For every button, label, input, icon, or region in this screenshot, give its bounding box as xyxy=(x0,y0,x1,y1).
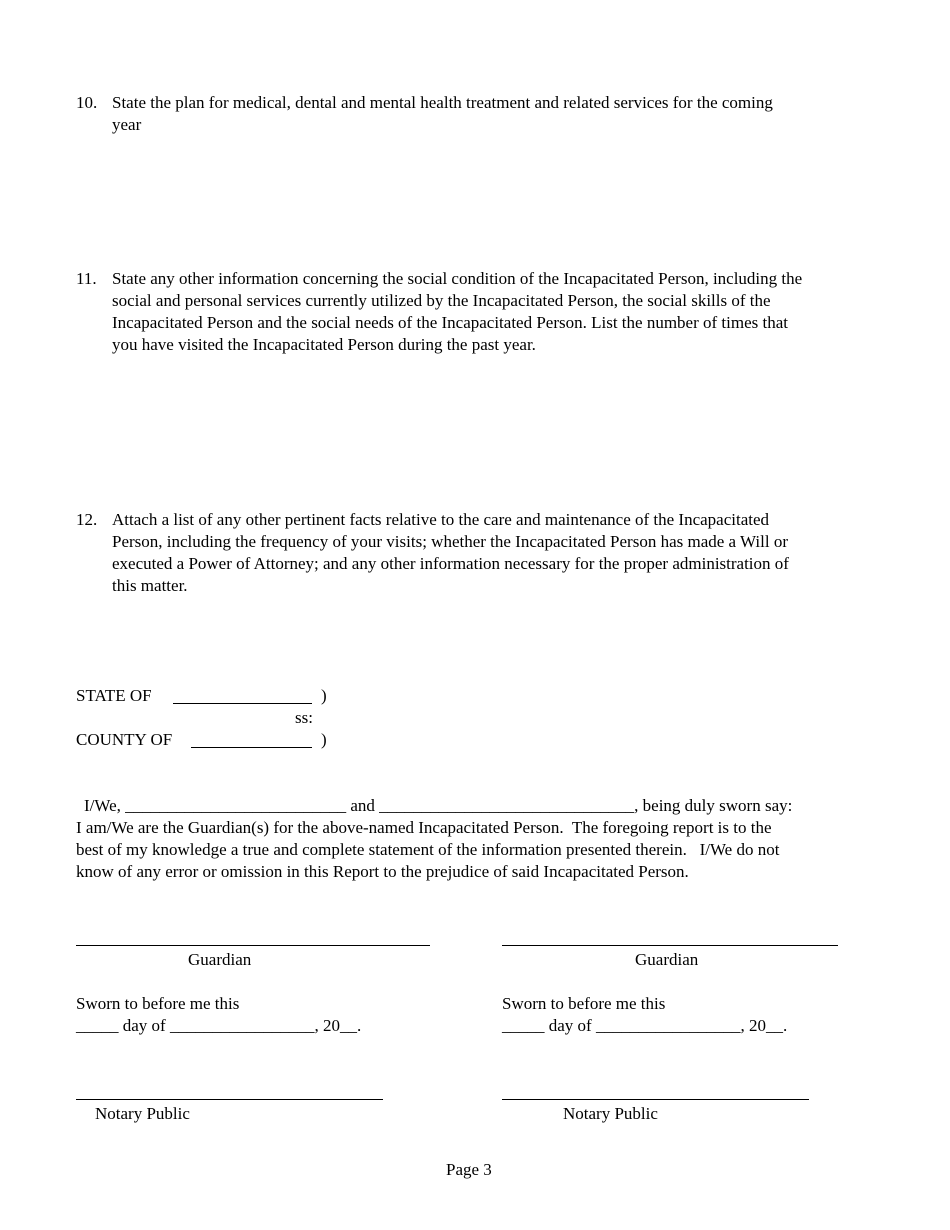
oath-line-4: know of any error or omission in this Report to the prejudice of said Incapacitated Person. xyxy=(76,862,689,881)
guardian-signature-line[interactable] xyxy=(502,945,838,946)
item-number: 11. xyxy=(76,269,97,288)
notary-signature-line[interactable] xyxy=(76,1099,383,1100)
state-field[interactable] xyxy=(173,703,312,704)
notary-signature-line[interactable] xyxy=(502,1099,809,1100)
day-line[interactable]: _____ day of _________________, 20__. xyxy=(76,1016,362,1035)
item-number: 10. xyxy=(76,93,98,112)
guardian-signature-line[interactable] xyxy=(76,945,430,946)
item-number: 12. xyxy=(76,510,98,529)
item-text: State any other information concerning the social condition of the Incapacitated Person, including the social and personal services currently utilized by the Incapacitated Person, the social skills of the Incapacitated Person and the social needs of the Incapacitated Person. List the number of times that you have visited the Incapacitated Person during the past year. xyxy=(112,269,803,354)
guardian-label: Guardian xyxy=(188,950,252,969)
oath-line-2: I am/We are the Guardian(s) for the above-named Incapacitated Person. The foregoing report is to the xyxy=(76,818,772,837)
sworn-text: Sworn to before me this xyxy=(76,994,240,1013)
item-text: State the plan for medical, dental and mental health treatment and related services for the coming year xyxy=(112,93,773,134)
ss-label: ss: xyxy=(295,708,313,727)
page-number: Page 3 xyxy=(446,1160,492,1179)
notary-label: Notary Public xyxy=(563,1104,658,1123)
day-line[interactable]: _____ day of _________________, 20__. xyxy=(502,1016,788,1035)
county-label: COUNTY OF xyxy=(76,730,173,749)
sworn-text: Sworn to before me this xyxy=(502,994,666,1013)
oath-line-3: best of my knowledge a true and complete statement of the information presented therein. I/We do not xyxy=(76,840,780,859)
guardian-label: Guardian xyxy=(635,950,699,969)
oath-line-1: I/We, __________________________ and ______________________________, being duly sworn say: xyxy=(84,796,793,815)
state-label: STATE OF xyxy=(76,686,152,705)
item-text: Attach a list of any other pertinent facts relative to the care and maintenance of the Incapacitated Person, including the frequency of your visits; whether the Incapacitated Person has made a Will or executed a Power of Attorney; and any other information necessary for the proper administration of this matter. xyxy=(112,510,789,595)
county-paren: ) xyxy=(321,730,327,749)
county-field[interactable] xyxy=(191,747,312,748)
state-paren: ) xyxy=(321,686,327,705)
notary-label: Notary Public xyxy=(95,1104,190,1123)
